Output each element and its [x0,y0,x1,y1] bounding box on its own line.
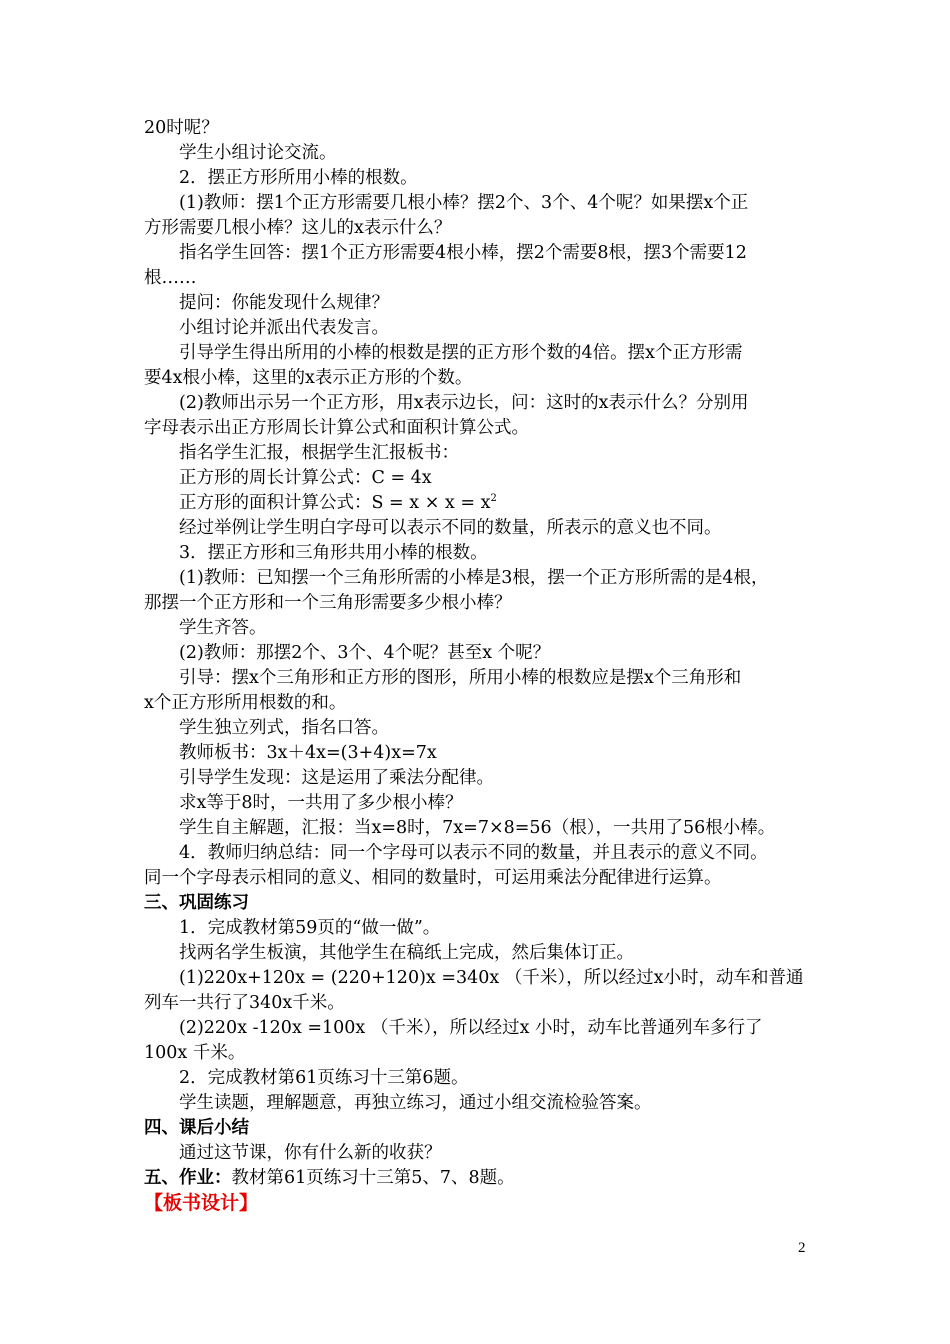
text-line: 根…… [144,268,197,288]
board-design-heading: 【板书设计】 [144,1192,259,1214]
text-line: 指名学生汇报，根据学生汇报板书： [179,443,459,463]
homework-line [144,1166,820,1191]
text-line: 找两名学生板演，其他学生在稿纸上完成，然后集体订正。 [179,943,634,963]
text-line: 学生齐答。 [179,618,267,638]
text-line: (1)教师：已知摆一个三角形所需的小棒是3根，摆一个正方形所需的是4根， [179,568,769,588]
text-line: 指名学生回答：摆1个正方形需要4根小棒，摆2个需要8根，摆3个需要12 [179,243,747,263]
superscript-two: 2 [490,493,497,505]
text-line: 1．完成教材第59页的“做一做”。 [179,918,441,938]
text-line: 要4x根小棒，这里的x表示正方形的个数。 [144,368,473,388]
text-line: (1)教师：摆1个正方形需要几根小棒？摆2个、3个、4个呢？如果摆x个正 [179,193,749,213]
text-line: 学生小组讨论交流。 [179,143,337,163]
text-line: 3．摆正方形和三角形共用小棒的根数。 [179,543,488,563]
formula-perimeter: 正方形的周长计算公式：C = 4x [179,468,432,488]
text-line: 提问：你能发现什么规律？ [179,293,389,313]
text-line: 通过这节课，你有什么新的收获？ [179,1143,442,1163]
text-line: 字母表示出正方形周长计算公式和面积计算公式。 [144,418,529,438]
formula-area [144,491,820,516]
text-line: 列车一共行了340x千米。 [144,993,345,1013]
text-line: 引导：摆x个三角形和正方形的图形，所用小棒的根数应是摆x个三角形和 [179,668,742,688]
homework-text: 教材第61页练习十三第5、7、8题。 [231,1168,515,1188]
text-line: 4．教师归纳总结：同一个字母可以表示不同的数量，并且表示的意义不同。 [179,843,768,863]
text-line: 经过举例让学生明白字母可以表示不同的数量，所表示的意义也不同。 [179,518,722,538]
text-line: 教师板书：3x＋4x=(3+4)x=7x [179,743,437,763]
text-line: (1)220x+120x = (220+120)x =340x （千米），所以经过x小时，动车和普通 [179,968,804,988]
text-line: 学生独立列式，指名口答。 [179,718,389,738]
section-heading-homework: 五、作业： [144,1168,232,1188]
text-line: 方形需要几根小棒？这儿的x表示什么？ [144,218,452,238]
text-line: 2．摆正方形所用小棒的根数。 [179,168,418,188]
text-line: x个正方形所用根数的和。 [144,693,347,713]
section-heading-practice: 三、巩固练习 [144,893,249,913]
text-line: 同一个字母表示相同的意义、相同的数量时，可运用乘法分配律进行运算。 [144,868,722,888]
text-line: (2)教师：那摆2个、3个、4个呢？甚至x 个呢？ [179,643,551,663]
text-line: 2．完成教材第61页练习十三第6题。 [179,1068,469,1088]
document-body [144,116,820,1216]
section-heading-summary: 四、课后小结 [144,1118,249,1138]
text-line: 那摆一个正方形和一个三角形需要多少根小棒？ [144,593,512,613]
text-line: (2)220x -120x =100x （千米），所以经过x 小时，动车比普通列车多行了 [179,1018,763,1038]
text-line: (2)教师出示另一个正方形，用x表示边长，问：这时的x表示什么？分别用 [179,393,749,413]
text-line: 学生读题，理解题意，再独立练习，通过小组交流检验答案。 [179,1093,652,1113]
text-line: 引导学生发现：这是运用了乘法分配律。 [179,768,494,788]
text-line: 学生自主解题，汇报：当x=8时，7x=7×8=56（根），一共用了56根小棒。 [179,818,776,838]
text-line: 100x 千米。 [144,1043,246,1063]
page-number: 2 [798,1240,806,1256]
formula-area-text: 正方形的面积计算公式：S = x × x = x [179,493,491,513]
text-line: 小组讨论并派出代表发言。 [179,318,389,338]
text-line: 求x等于8时，一共用了多少根小棒？ [179,793,463,813]
text-line: 20时呢？ [144,118,219,138]
text-line: 引导学生得出所用的小棒的根数是摆的正方形个数的4倍。摆x个正方形需 [179,343,743,363]
